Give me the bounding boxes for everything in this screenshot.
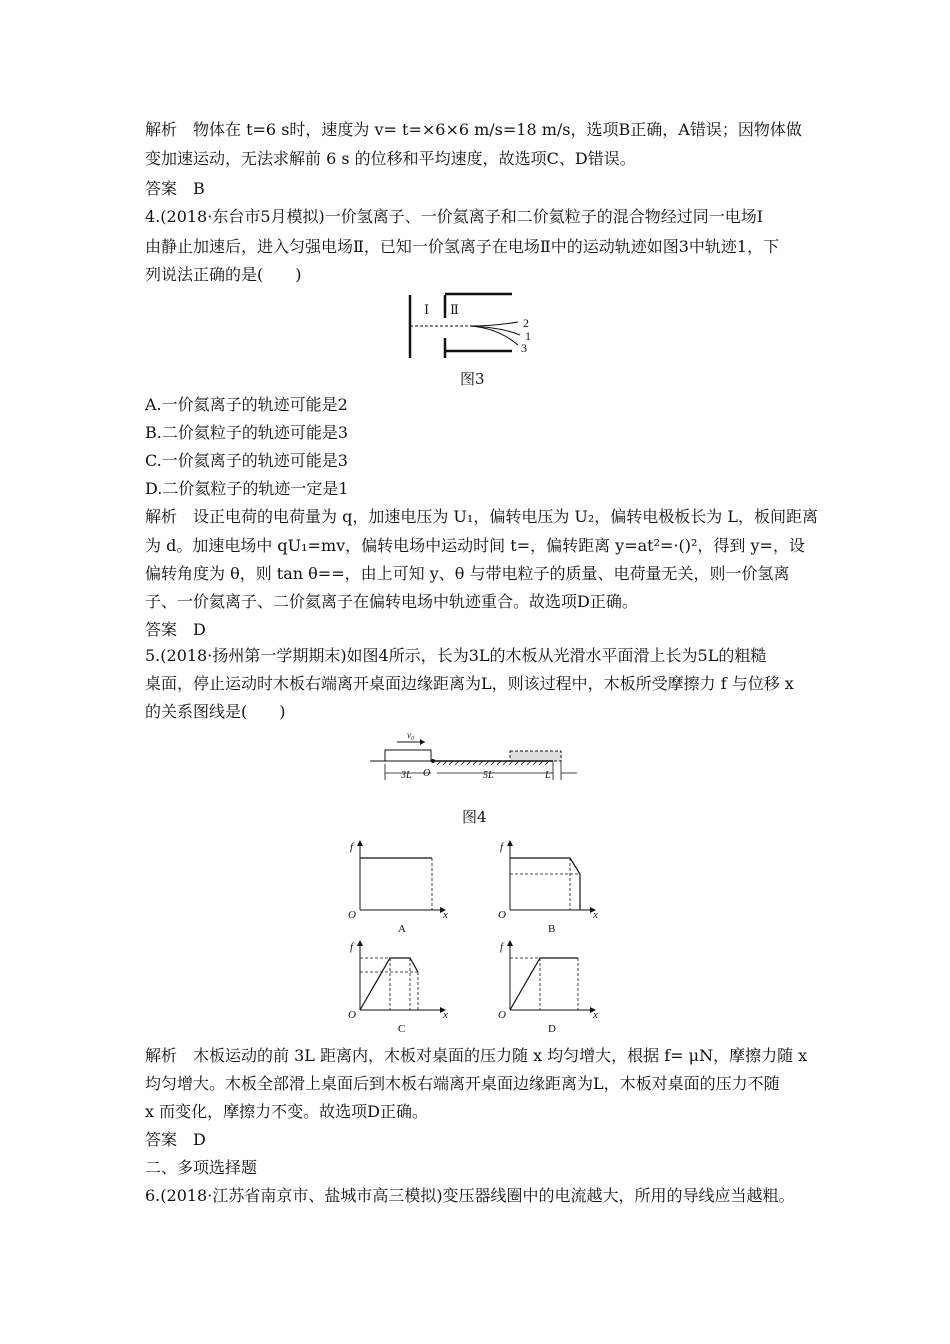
graph-a-x-label: x xyxy=(443,909,448,921)
answer-line: 答案 D xyxy=(145,1130,206,1149)
graph-c-x-label: x xyxy=(443,1009,448,1021)
graph-a xyxy=(348,841,448,935)
graph-b-label: B xyxy=(548,923,556,935)
figure-3 xyxy=(400,290,560,365)
text-line: 变加速运动，无法求解前 6 s 的位移和平均速度，故选项C、D错误。 xyxy=(145,149,636,168)
question-5-line: 5.(2018·扬州第一学期期末)如图4所示，长为3L的木板从光滑水平面滑上长为5L的粗糙 xyxy=(145,646,767,665)
question-5-line: 桌面，停止运动时木板右端离开桌面边缘距离为L，则该过程中，木板所受摩擦力 f 与位移 x xyxy=(145,674,794,693)
graph-c-label: C xyxy=(398,1023,406,1035)
length-3l-label: 3L xyxy=(401,770,412,781)
analysis-line: 均匀增大。木板全部滑上桌面后到木板右端离开桌面边缘距离为L，木板对桌面的压力不随 xyxy=(145,1074,780,1093)
question-4-line: 由静止加速后，进入匀强电场Ⅱ，已知一价氢离子在电场Ⅱ中的运动轨迹如图3中轨迹1，下 xyxy=(145,237,780,256)
graph-d-f-label: f xyxy=(500,941,504,953)
section-heading: 二、多项选择题 xyxy=(145,1158,258,1177)
option-b: B.二价氦粒子的轨迹可能是3 xyxy=(145,423,349,442)
question-4-line: 4.(2018·东台市5月模拟)一价氢离子、一价氦离子和二价氦粒子的混合物经过同一电场Ⅰ xyxy=(145,207,764,226)
graph-b-x-label: x xyxy=(593,909,598,921)
figure-3-caption: 图3 xyxy=(460,370,485,388)
graph-a-label: A xyxy=(398,923,406,935)
trajectory-2-label: 2 xyxy=(523,316,529,330)
region-1-label: Ⅰ xyxy=(424,302,430,317)
analysis-line: 解析 设正电荷的电荷量为 q，加速电压为 U₁，偏转电压为 U₂，偏转电极板长为 L，板间距离 xyxy=(145,507,819,526)
graph-c xyxy=(348,941,448,1035)
graph-d-label: D xyxy=(548,1023,556,1035)
figure-4-caption: 图4 xyxy=(462,808,487,826)
figure-4 xyxy=(365,728,595,788)
length-5l-label: 5L xyxy=(483,770,494,781)
graph-b-f-label: f xyxy=(500,841,504,853)
trajectory-1-label: 1 xyxy=(525,329,531,343)
length-l-label: L xyxy=(545,770,551,781)
option-a: A.一价氦离子的轨迹可能是2 xyxy=(145,395,348,414)
option-d: D.二价氦粒子的轨迹一定是1 xyxy=(145,479,349,498)
trajectory-3-label: 3 xyxy=(521,341,527,355)
analysis-line: 偏转角度为 θ，则 tan θ==，由上可知 y、θ 与带电粒子的质量、电荷量无关，则一价氢离 xyxy=(145,564,790,583)
analysis-line: 解析 木板运动的前 3L 距离内，木板对桌面的压力随 x 均匀增大，根据 f= μN，摩擦力随 x xyxy=(145,1046,808,1065)
question-4-line: 列说法正确的是( ) xyxy=(145,265,302,284)
answer-line: 答案 B xyxy=(145,179,205,198)
analysis-line: 为 d。加速电场中 qU₁=mv，偏转电场中运动时间 t=，偏转距离 y=at²=·()²，得到 y=，设 xyxy=(145,536,805,555)
question-6-line: 6.(2018·江苏省南京市、盐城市高三模拟)变压器线圈中的电流越大，所用的导线应当越粗。 xyxy=(145,1186,795,1205)
graph-d-x-label: x xyxy=(593,1009,598,1021)
graph-a-origin: O xyxy=(348,909,356,921)
graph-b xyxy=(498,841,598,935)
graph-d-origin: O xyxy=(498,1009,506,1021)
question-5-line: 的关系图线是( ) xyxy=(145,702,286,721)
graph-b-origin: O xyxy=(498,909,506,921)
graph-options xyxy=(340,838,610,1038)
graph-c-f-label: f xyxy=(350,941,354,953)
graph-a-f-label: f xyxy=(350,841,354,853)
v0-label: v₀ xyxy=(407,730,415,740)
analysis-line: x 而变化，摩擦力不变。故选项D正确。 xyxy=(145,1102,428,1121)
analysis-line: 子、一价氦离子、二价氦离子在偏转电场中轨迹重合。故选项D正确。 xyxy=(145,592,638,611)
option-c: C.一价氦离子的轨迹可能是3 xyxy=(145,451,348,470)
graph-c-origin: O xyxy=(348,1009,356,1021)
graph-d xyxy=(498,941,598,1035)
answer-line: 答案 D xyxy=(145,620,206,639)
text-line: 解析 物体在 t=6 s时，速度为 v= t=×6×6 m/s=18 m/s，选项B正确，A错误；因物体做 xyxy=(145,120,802,139)
origin-label: O xyxy=(423,768,431,779)
region-2-label: Ⅱ xyxy=(450,302,459,317)
